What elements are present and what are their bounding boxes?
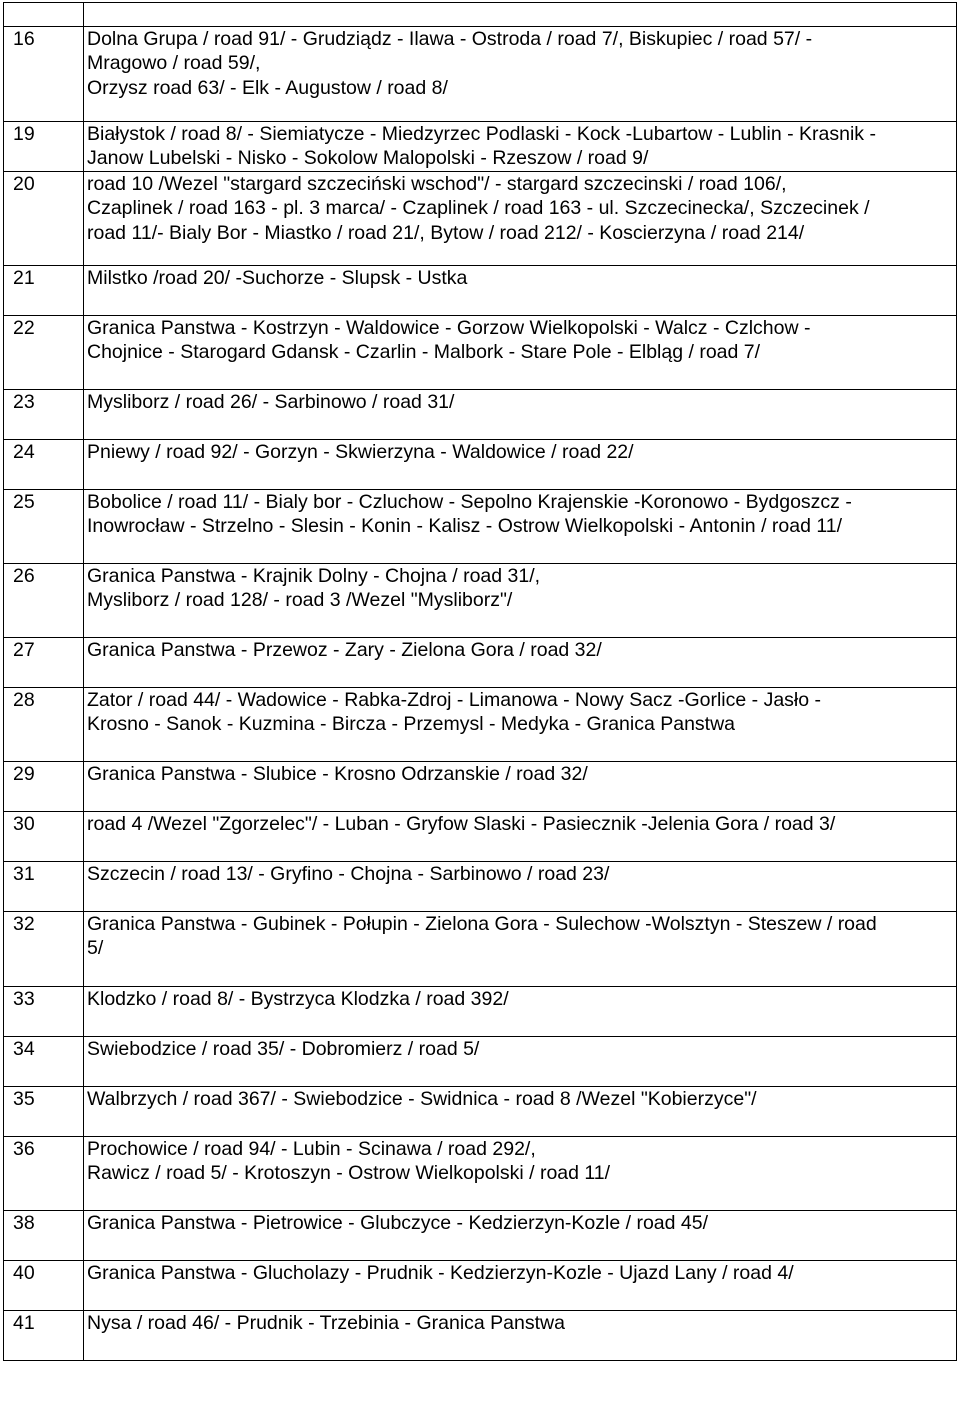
table-row — [4, 1261, 957, 1311]
route-number: 34 — [4, 1037, 84, 1087]
route-line: Granica Panstwa - Krajnik Dolny - Chojna / road 31/, — [87, 565, 541, 587]
route-description — [84, 172, 957, 266]
route-line: Inowrocław - Strzelno - Slesin - Konin - Kalisz - Ostrow Wielkopolski - Antonin / road 11/ — [87, 515, 843, 538]
table-header-blank-row — [4, 3, 957, 27]
route-line: Prochowice / road 94/ - Lubin - Scinawa / road 292/, — [87, 1138, 536, 1160]
table-row — [4, 266, 957, 316]
route-table-body — [4, 3, 957, 1361]
route-number: 31 — [4, 862, 84, 912]
route-line: Milstko /road 20/ -Suchorze - Slupsk - Ustka — [87, 267, 468, 289]
route-line: Mysliborz / road 26/ - Sarbinowo / road 31/ — [87, 391, 455, 413]
route-line: Rawicz / road 5/ - Krotoszyn - Ostrow Wielkopolski / road 11/ — [87, 1162, 611, 1185]
route-number: 30 — [4, 812, 84, 862]
table-row — [4, 564, 957, 638]
table-row — [4, 912, 957, 987]
route-description — [84, 316, 957, 390]
route-line: road 10 /Wezel "stargard szczeciński wschod"/ - stargard szczecinski / road 106/, — [87, 173, 787, 195]
route-number: 20 — [4, 172, 84, 266]
route-description — [84, 1087, 957, 1137]
table-row — [4, 316, 957, 390]
route-line: Nysa / road 46/ - Prudnik - Trzebinia - Granica Panstwa — [87, 1312, 565, 1334]
route-line: Granica Panstwa - Kostrzyn - Waldowice - Gorzow Wielkopolski - Walcz - Czlchow - — [87, 317, 811, 339]
route-number: 16 — [4, 27, 84, 122]
route-line: Granica Panstwa - Pietrowice - Glubczyce - Kedzierzyn-Kozle / road 45/ — [87, 1212, 709, 1234]
table-row — [4, 987, 957, 1037]
route-number: 35 — [4, 1087, 84, 1137]
route-number: 19 — [4, 122, 84, 172]
table-row — [4, 1037, 957, 1087]
route-description — [84, 490, 957, 564]
route-line: Bobolice / road 11/ - Bialy bor - Czluchow - Sepolno Krajenskie -Koronowo - Bydgoszcz - — [87, 491, 852, 513]
route-line: Swiebodzice / road 35/ - Dobromierz / road 5/ — [87, 1038, 480, 1060]
route-line: Zator / road 44/ - Wadowice - Rabka-Zdroj - Limanowa - Nowy Sacz -Gorlice - Jasło - — [87, 689, 822, 711]
route-description — [84, 1037, 957, 1087]
route-number: 40 — [4, 1261, 84, 1311]
route-description — [84, 862, 957, 912]
route-description — [84, 564, 957, 638]
route-description — [84, 1137, 957, 1211]
table-row — [4, 1311, 957, 1361]
table-row — [4, 172, 957, 266]
table-row — [4, 638, 957, 688]
route-line: Czaplinek / road 163 - pl. 3 marca/ - Czaplinek / road 163 - ul. Szczecinecka/, Szczecinek / — [87, 197, 870, 220]
table-row — [4, 122, 957, 172]
route-number: 27 — [4, 638, 84, 688]
route-number: 23 — [4, 390, 84, 440]
route-number: 24 — [4, 440, 84, 490]
route-table — [3, 2, 957, 1361]
route-number: 33 — [4, 987, 84, 1037]
route-number: 28 — [4, 688, 84, 762]
blank-cell-route — [84, 3, 957, 27]
table-row — [4, 490, 957, 564]
route-line: Chojnice - Starogard Gdansk - Czarlin - Malbork - Stare Pole - Elbląg / road 7/ — [87, 341, 761, 364]
route-number: 22 — [4, 316, 84, 390]
route-number: 38 — [4, 1211, 84, 1261]
route-line: Białystok / road 8/ - Siemiatycze - Miedzyrzec Podlaski - Kock -Lubartow - Lublin - Krasnik - — [87, 123, 876, 145]
route-line: Janow Lubelski - Nisko - Sokolow Malopolski - Rzeszow / road 9/ — [87, 147, 649, 170]
route-description — [84, 390, 957, 440]
table-row — [4, 1137, 957, 1211]
route-description — [84, 987, 957, 1037]
route-description — [84, 1261, 957, 1311]
table-row — [4, 1211, 957, 1261]
route-line: road 11/- Bialy Bor - Miastko / road 21/, Bytow / road 212/ - Koscierzyna / road 214/ — [87, 221, 805, 244]
route-line: Walbrzych / road 367/ - Swiebodzice - Swidnica - road 8 /Wezel "Kobierzyce"/ — [87, 1088, 757, 1110]
route-line: Orzysz road 63/ - Elk - Augustow / road 8/ — [87, 76, 448, 99]
table-row — [4, 440, 957, 490]
route-line: Krosno - Sanok - Kuzmina - Bircza - Przemysl - Medyka - Granica Panstwa — [87, 713, 736, 736]
route-description — [84, 266, 957, 316]
route-number: 29 — [4, 762, 84, 812]
route-line: Granica Panstwa - Glucholazy - Prudnik - Kedzierzyn-Kozle - Ujazd Lany / road 4/ — [87, 1262, 794, 1284]
blank-cell-number — [4, 3, 84, 27]
route-line: Granica Panstwa - Przewoz - Zary - Zielona Gora / road 32/ — [87, 639, 602, 661]
route-description — [84, 812, 957, 862]
table-row — [4, 390, 957, 440]
route-line: road 4 /Wezel "Zgorzelec"/ - Luban - Gryfow Slaski - Pasiecznik -Jelenia Gora / road 3/ — [87, 813, 836, 835]
route-description — [84, 1211, 957, 1261]
table-row — [4, 862, 957, 912]
route-number: 32 — [4, 912, 84, 987]
route-line: Klodzko / road 8/ - Bystrzyca Klodzka / road 392/ — [87, 988, 509, 1010]
route-number: 36 — [4, 1137, 84, 1211]
route-description — [84, 762, 957, 812]
route-description — [84, 1311, 957, 1361]
table-row — [4, 1087, 957, 1137]
route-description — [84, 27, 957, 122]
route-description — [84, 912, 957, 987]
route-number: 26 — [4, 564, 84, 638]
route-description — [84, 440, 957, 490]
table-row — [4, 812, 957, 862]
table-row — [4, 27, 957, 122]
route-line: Mysliborz / road 128/ - road 3 /Wezel "Mysliborz"/ — [87, 589, 513, 612]
route-line: Pniewy / road 92/ - Gorzyn - Skwierzyna - Waldowice / road 22/ — [87, 441, 634, 463]
route-description — [84, 638, 957, 688]
route-number: 41 — [4, 1311, 84, 1361]
route-line: 5/ — [87, 937, 104, 960]
route-description — [84, 122, 957, 172]
route-line: Granica Panstwa - Slubice - Krosno Odrzanskie / road 32/ — [87, 763, 588, 785]
route-number: 21 — [4, 266, 84, 316]
table-row — [4, 688, 957, 762]
route-line: Dolna Grupa / road 91/ - Grudziądz - Ilawa - Ostroda / road 7/, Biskupiec / road 57/ - — [87, 28, 813, 50]
route-line: Granica Panstwa - Gubinek - Połupin - Zielona Gora - Sulechow -Wolsztyn - Steszew / road — [87, 913, 877, 935]
route-line: Mragowo / road 59/, — [87, 52, 261, 75]
route-line: Szczecin / road 13/ - Gryfino - Chojna - Sarbinowo / road 23/ — [87, 863, 610, 885]
route-description — [84, 688, 957, 762]
table-row — [4, 762, 957, 812]
route-number: 25 — [4, 490, 84, 564]
